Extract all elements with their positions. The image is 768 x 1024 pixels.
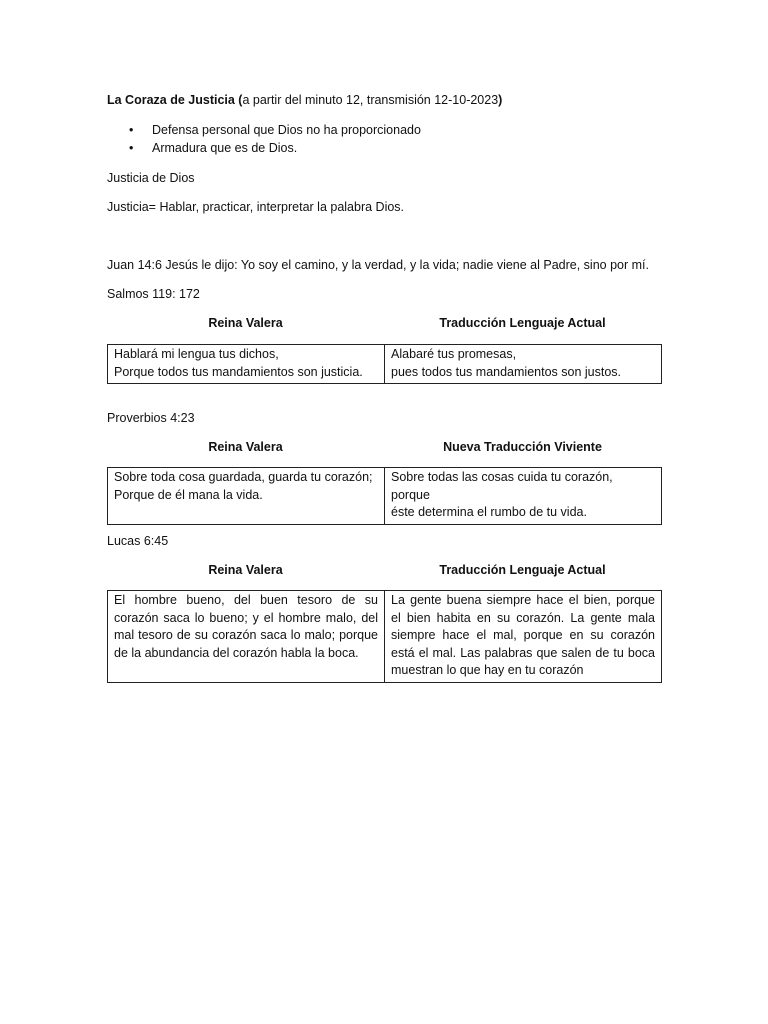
bullet-dot: • [129, 141, 134, 155]
verse-cell-right: Sobre todas las cosas cuida tu corazón, porque éste determina el rumbo de tu vida. [385, 468, 662, 525]
document-title [107, 92, 502, 108]
reference-salmos: Salmos 119: 172 [107, 287, 200, 301]
verse-table-lucas [107, 590, 662, 683]
verse-cell-left: El hombre bueno, del buen tesoro de su corazón saca lo bueno; y el hombre malo, del mal tesoro de su corazón saca lo malo; porque de la abundancia del corazón habla la boca. [108, 591, 385, 683]
verse-cell-left: Sobre toda cosa guardada, guarda tu corazón; Porque de él mana la vida. [108, 468, 385, 525]
column-header-right: Traducción Lenguaje Actual [439, 316, 606, 330]
verse-table-proverbios [107, 467, 662, 525]
column-header-right: Nueva Traducción Viviente [443, 440, 602, 454]
reference-lucas: Lucas 6:45 [107, 534, 169, 548]
table-row [108, 591, 662, 683]
list-item: • Defensa personal que Dios no ha proporcionado [129, 123, 421, 137]
verse-table-salmos [107, 344, 662, 384]
verse-cell-right: Alabaré tus promesas, pues todos tus mandamientos son justos. [385, 345, 662, 384]
paragraph-juan: Juan 14:6 Jesús le dijo: Yo soy el camino, y la verdad, y la vida; nadie viene al Padre, sino por mí. [107, 258, 649, 272]
bullet-dot: • [129, 123, 134, 137]
title-paren-close: ) [498, 93, 503, 107]
title-bold: La Coraza de Justicia [107, 93, 235, 107]
column-header-left: Reina Valera [208, 563, 283, 577]
column-header-left: Reina Valera [208, 316, 283, 330]
list-item: • Armadura que es de Dios. [129, 141, 298, 155]
bullet-list [107, 121, 421, 157]
column-header-right: Traducción Lenguaje Actual [439, 563, 606, 577]
title-paren-open: ( [234, 93, 243, 107]
paragraph-justicia-definicion: Justicia= Hablar, practicar, interpretar la palabra Dios. [107, 200, 405, 214]
table-row [108, 345, 662, 384]
paragraph-justicia-de-dios: Justicia de Dios [107, 171, 195, 185]
verse-cell-right: La gente buena siempre hace el bien, porque el bien habita en su corazón. La gente mala siempre hace el mal, porque en su corazón está el mal. Las palabras que salen de tu boca muestran lo que hay en tu corazón [385, 591, 662, 683]
verse-cell-left: Hablará mi lengua tus dichos, Porque todos tus mandamientos son justicia. [108, 345, 385, 384]
title-rest: a partir del minuto 12, transmisión 12-10-2023 [242, 93, 499, 107]
column-header-left: Reina Valera [208, 440, 283, 454]
table-row [108, 468, 662, 525]
reference-proverbios: Proverbios 4:23 [107, 411, 195, 425]
